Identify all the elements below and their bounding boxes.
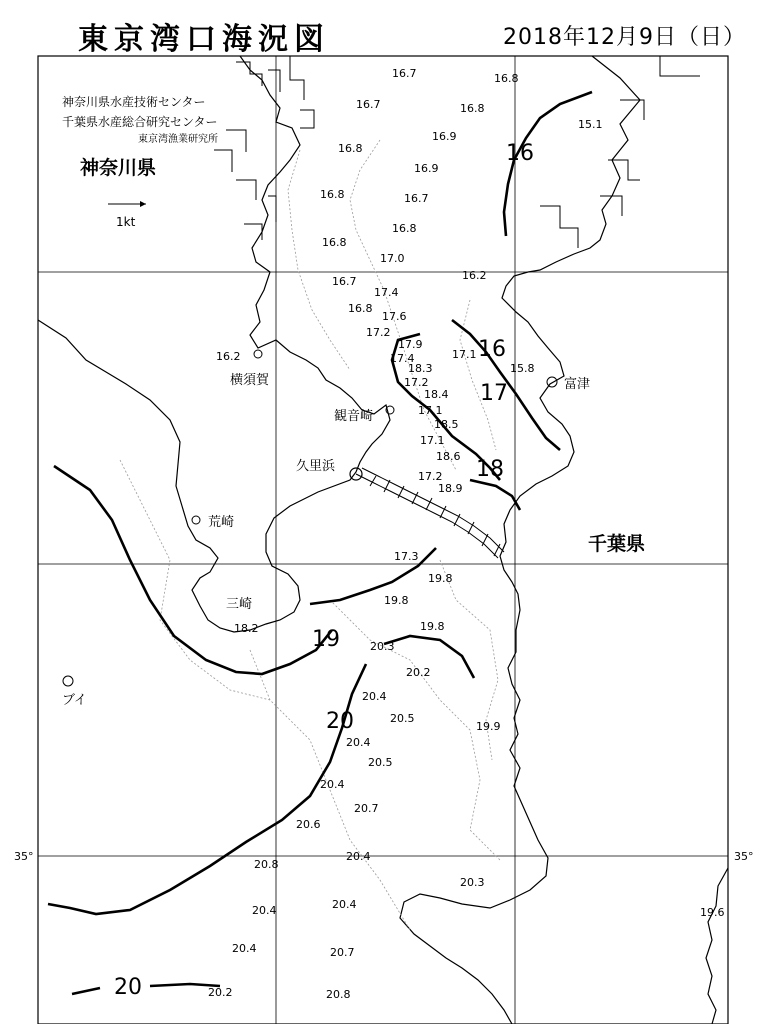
map-date: 2018年12月9日（日） <box>503 25 746 50</box>
arasaki-marker <box>192 516 200 524</box>
temp-reading: 16.2 <box>462 269 487 282</box>
temp-reading: 17.3 <box>394 550 419 563</box>
temp-reading: 17.2 <box>418 470 443 483</box>
temp-reading: 17.2 <box>404 376 429 389</box>
isotherm-20 <box>48 664 366 914</box>
temp-reading: 17.6 <box>382 310 407 323</box>
temp-reading: 20.8 <box>326 988 351 1001</box>
temp-reading: 20.3 <box>370 640 395 653</box>
temperature-readings <box>208 67 725 1001</box>
temp-reading: 16.7 <box>356 98 381 111</box>
place-arasaki: 荒崎 <box>208 515 235 530</box>
scale-label: 1kt <box>116 215 136 229</box>
temp-reading: 19.8 <box>420 620 445 633</box>
temp-reading: 19.8 <box>384 594 409 607</box>
temp-reading: 19.9 <box>476 720 501 733</box>
isotherm-label: 17 <box>480 381 508 406</box>
prefecture-kanagawa: 神奈川県 <box>80 157 157 179</box>
place-kurihama: 久里浜 <box>296 459 336 474</box>
yokosuka-marker <box>254 350 262 358</box>
temp-reading: 16.8 <box>348 302 373 315</box>
temp-reading: 16.8 <box>320 188 345 201</box>
latitude-label-right: 35° <box>734 850 754 863</box>
temp-reading: 20.4 <box>320 778 345 791</box>
org-chiba: 千葉県水産総合研究センター <box>62 115 218 129</box>
isotherm-label: 18 <box>476 457 504 482</box>
temp-reading: 20.5 <box>390 712 415 725</box>
scale-arrowhead-icon <box>140 201 146 207</box>
temp-reading: 16.8 <box>338 142 363 155</box>
temp-reading: 16.7 <box>332 275 357 288</box>
isotherm-19 <box>54 466 332 674</box>
temp-reading: 17.1 <box>420 434 445 447</box>
isotherm-label: 16 <box>506 141 534 166</box>
org-tokyobay: 東京湾漁業研究所 <box>138 134 218 145</box>
place-yokosuka: 横須賀 <box>230 373 270 388</box>
org-kanagawa: 神奈川県水産技術センター <box>62 95 206 109</box>
temp-reading: 17.4 <box>374 286 399 299</box>
buoy-marker <box>63 676 73 686</box>
prefecture-chiba: 千葉県 <box>588 533 646 555</box>
temp-reading: 20.3 <box>460 876 485 889</box>
temp-reading: 18.2 <box>234 622 259 635</box>
temp-reading: 20.4 <box>232 942 257 955</box>
temp-reading: 16.8 <box>392 222 417 235</box>
temp-reading: 17.2 <box>366 326 391 339</box>
temp-reading: 16.8 <box>460 102 485 115</box>
temp-reading: 20.7 <box>330 946 355 959</box>
temp-reading: 16.7 <box>404 192 429 205</box>
temp-reading: 17.4 <box>390 352 415 365</box>
temp-reading: 16.9 <box>414 162 439 175</box>
temp-reading: 18.5 <box>434 418 459 431</box>
temp-reading: 18.6 <box>436 450 461 463</box>
latitude-label-left: 35° <box>14 850 34 863</box>
chiba-east-coastline <box>706 868 728 1024</box>
temp-reading: 16.9 <box>432 130 457 143</box>
map-title: 東京湾口海況図 <box>78 22 330 57</box>
temp-reading: 16.7 <box>392 67 417 80</box>
temp-reading: 19.8 <box>428 572 453 585</box>
temp-reading: 15.1 <box>578 118 603 131</box>
temp-reading: 17.9 <box>398 338 423 351</box>
futtsu-marker <box>547 377 557 387</box>
temp-reading: 20.4 <box>346 850 371 863</box>
temp-reading: 20.2 <box>208 986 233 999</box>
temp-reading: 20.4 <box>252 904 277 917</box>
temp-reading: 16.8 <box>322 236 347 249</box>
temp-reading: 15.8 <box>510 362 535 375</box>
temp-reading: 20.5 <box>368 756 393 769</box>
temp-reading: 20.4 <box>332 898 357 911</box>
temp-reading: 18.4 <box>424 388 449 401</box>
temp-reading: 17.1 <box>452 348 477 361</box>
temp-reading: 20.2 <box>406 666 431 679</box>
place-futtsu: 富津 <box>564 377 591 392</box>
temp-reading: 19.6 <box>700 906 725 919</box>
temp-reading: 18.3 <box>408 362 433 375</box>
isotherm-20-south <box>72 984 220 994</box>
temp-reading: 17.0 <box>380 252 405 265</box>
isotherm-label: 19 <box>312 627 340 652</box>
temp-reading: 20.4 <box>346 736 371 749</box>
isotherm-label: 16 <box>478 337 506 362</box>
port-structures <box>214 56 700 248</box>
temp-reading: 20.8 <box>254 858 279 871</box>
temp-reading: 18.9 <box>438 482 463 495</box>
temp-reading: 20.4 <box>362 690 387 703</box>
place-buoy: ブイ <box>62 693 87 708</box>
bathymetry-contours <box>120 140 500 930</box>
place-kannonzaki: 観音崎 <box>334 409 374 424</box>
isotherm-label: 20 <box>326 709 354 734</box>
temp-reading: 16.8 <box>494 72 519 85</box>
temp-reading: 16.2 <box>216 350 241 363</box>
place-misaki: 三崎 <box>226 597 253 612</box>
isotherm-label: 20 <box>114 975 142 1000</box>
temp-reading: 20.7 <box>354 802 379 815</box>
temp-reading: 17.1 <box>418 404 443 417</box>
temp-reading: 20.6 <box>296 818 321 831</box>
